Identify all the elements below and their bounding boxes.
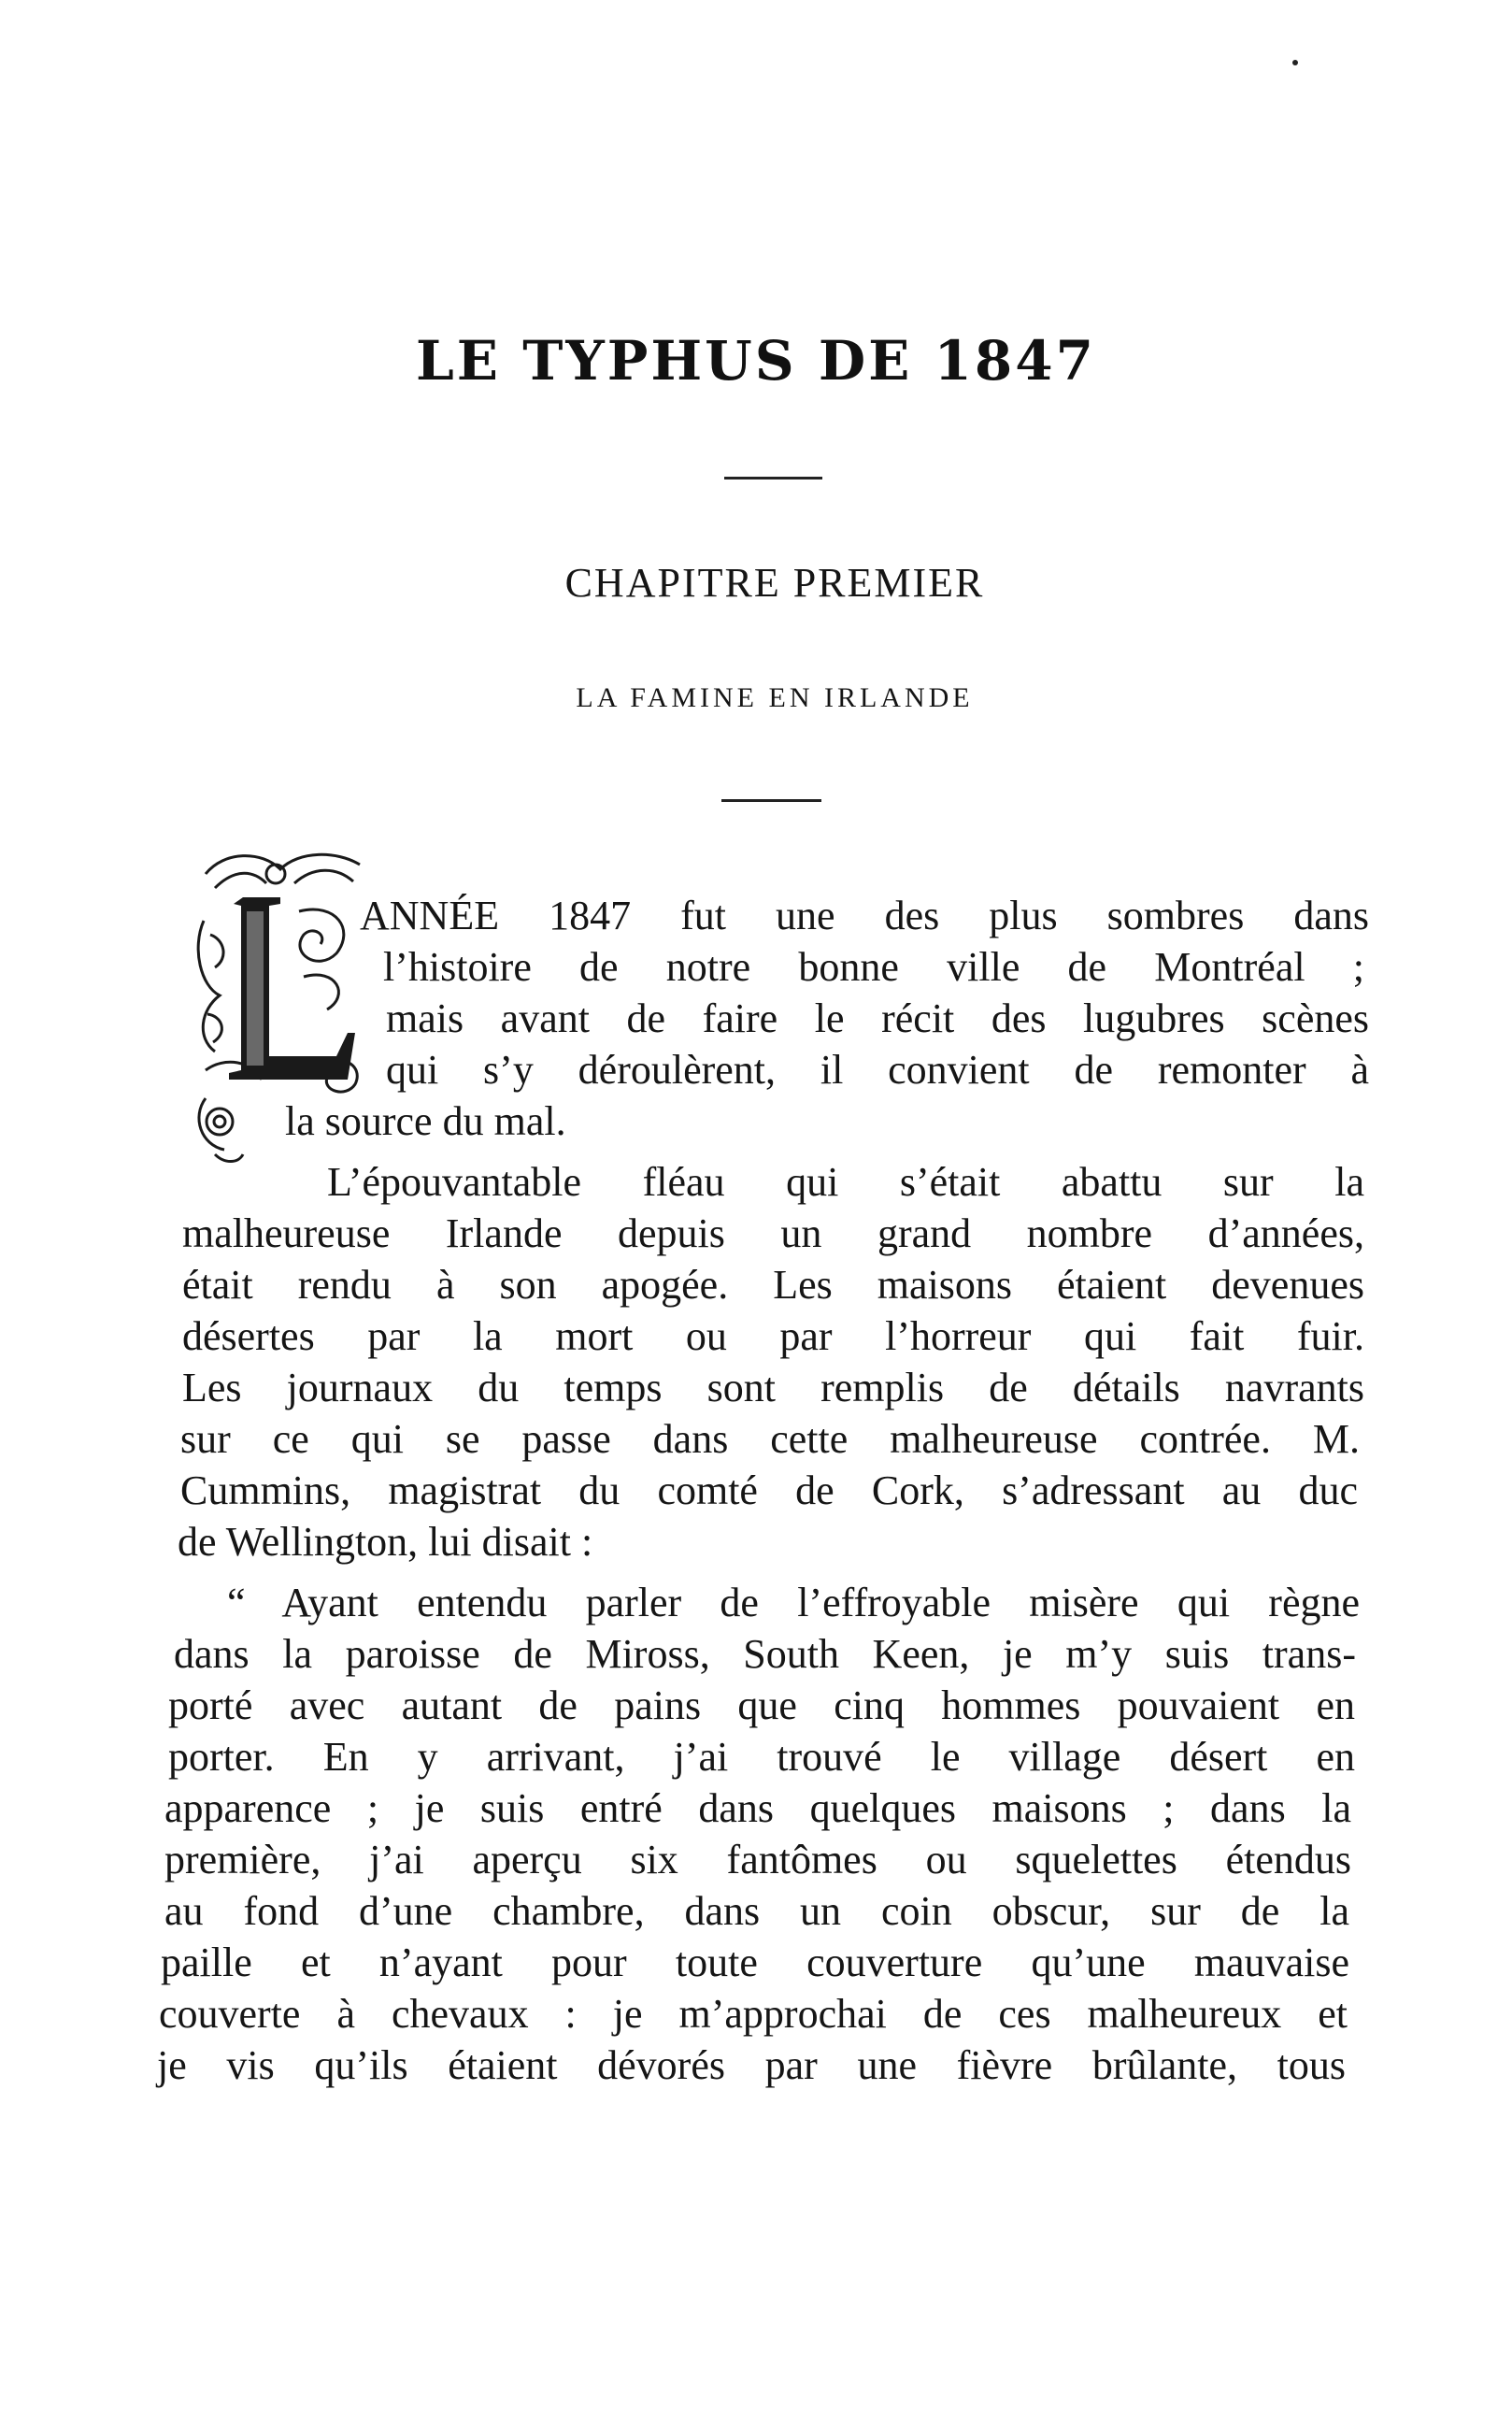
chapter-heading: CHAPITRE PREMIER: [564, 560, 985, 606]
text-line: L’épouvantable fléau qui s’était abattu sur la: [327, 1159, 1364, 1205]
text-line: l’histoire de notre bonne ville de Montréal ;: [383, 944, 1364, 990]
text-line: malheureuse Irlande depuis un grand nombre d’années,: [182, 1210, 1364, 1256]
text-line: paille et n’ayant pour toute couverture qu’une mauvaise: [161, 1939, 1349, 1985]
text-line: je vis qu’ils étaient dévorés par une fièvre brûlante, tous: [157, 2042, 1346, 2088]
subtitle-divider: [721, 799, 821, 802]
text-line: au fond d’une chambre, dans un coin obscur, sur de la: [164, 1888, 1349, 1934]
text-line: apparence ; je suis entré dans quelques maisons ; dans la: [164, 1785, 1351, 1831]
text-line: de Wellington, lui disait :: [178, 1519, 593, 1565]
text-line: Les journaux du temps sont remplis de détails navrants: [182, 1365, 1364, 1410]
text-line: Cummins, magistrat du comté de Cork, s’adressant au duc: [180, 1467, 1358, 1513]
text-line: dans la paroisse de Miross, South Keen, je m’y suis trans-: [174, 1631, 1356, 1677]
chapter-subtitle: LA FAMINE EN IRLANDE: [576, 682, 974, 713]
text-line: première, j’ai aperçu six fantômes ou squelettes étendus: [164, 1837, 1351, 1882]
text-line: porter. En y arrivant, j’ai trouvé le village désert en: [168, 1734, 1355, 1780]
text-line: désertes par la mort ou par l’horreur qui fait fuir.: [182, 1313, 1364, 1359]
ink-speck: [1292, 60, 1298, 65]
text-line: sur ce qui se passe dans cette malheureuse contrée. M.: [180, 1416, 1360, 1462]
title-divider: [724, 477, 822, 480]
text-line: la source du mal.: [285, 1098, 566, 1144]
text-line: porté avec autant de pains que cinq hommes pouvaient en: [168, 1682, 1355, 1728]
text-line: “ Ayant entendu parler de l’effroyable misère qui règne: [227, 1580, 1360, 1625]
page-title: LE TYPHUS DE 1847: [416, 329, 1096, 393]
text-line: était rendu à son apogée. Les maisons étaient devenues: [182, 1262, 1364, 1308]
text-line: ANNÉE 1847 fut une des plus sombres dans: [360, 893, 1369, 938]
text-line: couverte à chevaux : je m’approchai de ces malheureux et: [159, 1991, 1348, 2037]
text-line: qui s’y déroulèrent, il convient de remonter à: [386, 1047, 1369, 1093]
text-line: mais avant de faire le récit des lugubres scènes: [386, 995, 1369, 1041]
